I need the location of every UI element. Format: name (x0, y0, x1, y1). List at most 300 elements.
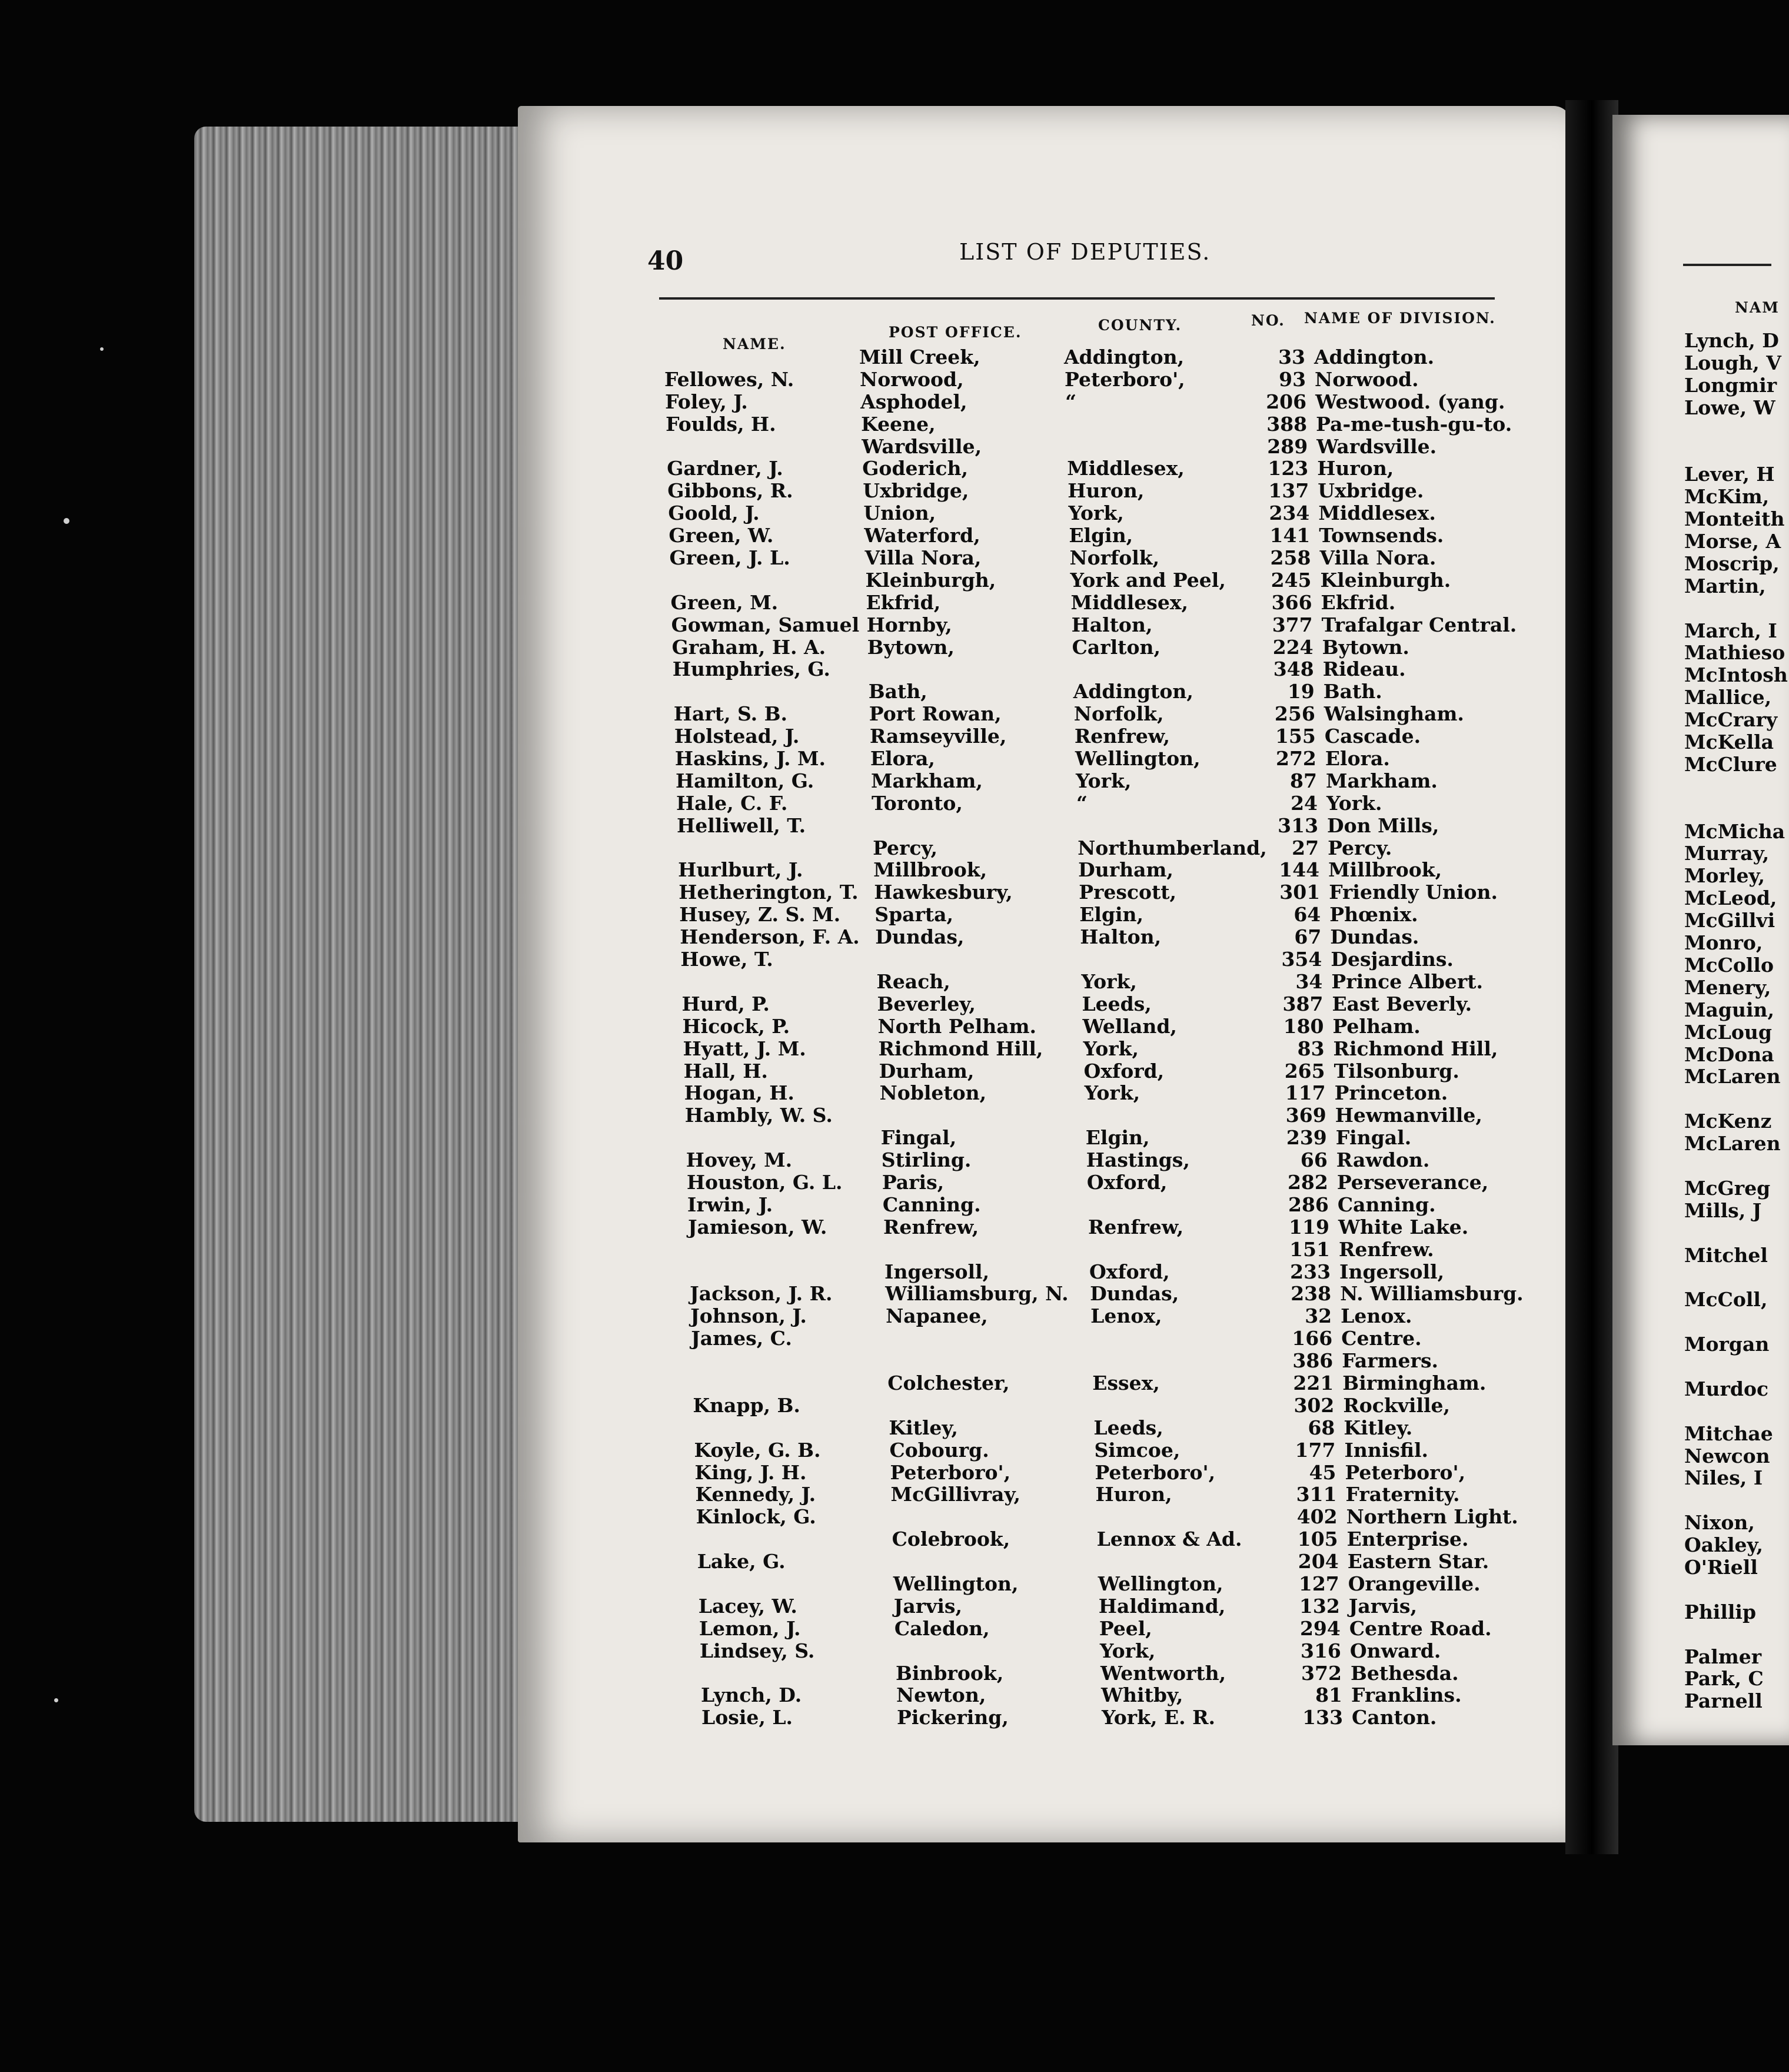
name-cell: Koyle, G. B. (694, 1438, 821, 1462)
right-page-name-line: Menery, (1684, 975, 1771, 999)
division-name-cell: Centre Road. (1349, 1616, 1492, 1640)
table-row (683, 1238, 1530, 1261)
page-title: LIST OF DEPUTIES. (959, 239, 1211, 265)
running-head (647, 239, 1489, 281)
right-page-name-line: Mitchae (1684, 1422, 1773, 1445)
county-cell: Haldimand, (1098, 1594, 1226, 1618)
division-name-cell: Enterprise. (1346, 1528, 1469, 1551)
right-page-name-line: Park, C (1684, 1667, 1764, 1691)
division-number-cell: 19 (1287, 680, 1315, 703)
name-cell: Humphries, G. (672, 658, 830, 681)
right-page-name-line: Mathieso (1684, 641, 1785, 665)
table-row (673, 904, 1521, 926)
right-page-name-line: McGreg (1684, 1176, 1771, 1200)
post-office-cell: Norwood, (860, 367, 964, 391)
table-row (689, 1462, 1537, 1484)
post-office-cell: Colebrook, (892, 1528, 1010, 1551)
division-number-cell: 119 (1289, 1215, 1329, 1238)
county-cell: Norfolk, (1073, 702, 1164, 726)
name-cell: Hovey, M. (686, 1148, 793, 1172)
table-row (685, 1327, 1532, 1350)
table-row (683, 1261, 1531, 1283)
right-page-name-line: McGillvi (1684, 909, 1775, 932)
post-office-cell: Caledon, (894, 1616, 990, 1640)
table-row (664, 569, 1512, 592)
table-row (694, 1640, 1541, 1662)
post-office-cell: Ekfrid, (866, 590, 941, 614)
col-header-post-office: POST OFFICE. (889, 324, 1022, 341)
name-cell: Helliwell, T. (677, 813, 806, 837)
post-office-cell: Fingal, (880, 1126, 957, 1150)
right-page-name-line: Maguin, (1684, 998, 1774, 1021)
right-page-name-line (1684, 1311, 1773, 1333)
table-row (681, 1194, 1529, 1216)
table-row (662, 502, 1509, 524)
division-name-cell: Jarvis, (1348, 1594, 1417, 1618)
division-name-cell: Millbrook, (1328, 858, 1442, 882)
division-name-cell: Norwood. (1315, 367, 1419, 391)
division-name-cell: Middlesex. (1318, 502, 1436, 525)
right-page-name-line: Parnell (1684, 1689, 1763, 1713)
division-name-cell: Percy. (1328, 836, 1392, 859)
division-name-cell: Phœnix. (1329, 903, 1418, 927)
table-row (669, 748, 1517, 770)
table-row (674, 926, 1521, 948)
post-office-cell: Canning. (882, 1193, 981, 1216)
table-row (679, 1082, 1526, 1104)
county-cell: Northumberland, (1078, 836, 1267, 859)
division-name-cell: Cascade. (1324, 725, 1421, 748)
post-office-cell: Ramseyville, (869, 725, 1007, 748)
division-name-cell: Pa-me-tush-gu-to. (1316, 412, 1512, 436)
county-cell: Renfrew, (1074, 725, 1171, 748)
division-number-cell: 234 (1269, 502, 1310, 525)
right-page-name-line: Lynch, D (1684, 329, 1779, 352)
name-cell: Jackson, J. R. (690, 1282, 833, 1306)
name-cell: Fellowes, N. (664, 367, 794, 391)
right-page-name-line (1684, 1088, 1773, 1110)
post-office-cell: Paris, (882, 1170, 945, 1194)
right-page-name-line: Phillip (1684, 1600, 1757, 1623)
county-cell: Peel, (1099, 1616, 1152, 1640)
division-name-cell: Dundas. (1330, 925, 1419, 949)
col-header-county: COUNTY. (1098, 317, 1182, 334)
table-row (690, 1506, 1538, 1528)
name-cell: Foley, J. (665, 390, 748, 413)
division-name-cell: Fraternity. (1345, 1483, 1460, 1506)
county-cell: Elgin, (1069, 524, 1133, 547)
page-number: 40 (647, 246, 684, 276)
name-cell: Husey, Z. S. M. (679, 903, 841, 927)
right-page-name-line (1684, 1266, 1773, 1289)
right-page-name-line: Murdoc (1684, 1377, 1769, 1400)
name-cell: Hetherington, T. (679, 881, 859, 904)
county-cell: York, (1075, 769, 1132, 792)
name-cell: Goold, J. (668, 502, 760, 525)
table-row (691, 1528, 1538, 1550)
post-office-cell: North Pelham. (877, 1014, 1037, 1038)
county-cell: Lenox, (1090, 1304, 1162, 1328)
division-number-cell: 282 (1287, 1170, 1328, 1194)
division-number-cell: 366 (1271, 590, 1312, 614)
county-cell: Halton, (1080, 925, 1162, 949)
division-number-cell: 354 (1281, 948, 1322, 971)
name-cell: James, C. (691, 1327, 792, 1350)
division-number-cell: 87 (1290, 769, 1317, 792)
post-office-cell: Napanee, (886, 1304, 988, 1328)
name-cell: Irwin, J. (687, 1193, 773, 1216)
name-cell: Hambly, W. S. (684, 1104, 833, 1127)
right-page-name-line (1684, 1489, 1773, 1512)
division-number-cell: 286 (1288, 1193, 1329, 1216)
division-number-cell: 64 (1293, 903, 1321, 927)
division-number-cell: 372 (1301, 1661, 1342, 1685)
table-row (678, 1060, 1525, 1083)
county-cell: Simcoe, (1094, 1438, 1181, 1462)
table-row (659, 391, 1507, 413)
post-office-cell: Asphodel, (860, 390, 967, 413)
post-office-cell: Dundas, (875, 925, 965, 949)
post-office-cell: Beverley, (877, 992, 976, 1015)
table-row (658, 346, 1505, 368)
division-name-cell: Pelham. (1332, 1014, 1421, 1038)
division-name-cell: Hewmanville, (1335, 1104, 1482, 1127)
right-page-name-line: McLaren (1684, 1065, 1781, 1088)
division-name-cell: Fingal. (1335, 1126, 1412, 1150)
division-number-cell: 123 (1268, 457, 1309, 480)
table-row (666, 636, 1514, 659)
name-cell: Kennedy, J. (695, 1483, 816, 1506)
name-cell: Green, J. L. (669, 546, 790, 570)
right-page-name-line: Lever, H (1684, 463, 1775, 486)
right-page-name-line: McMicha (1684, 819, 1785, 843)
division-number-cell: 233 (1290, 1260, 1331, 1283)
county-cell: York and Peel, (1070, 568, 1226, 592)
right-page-names (1684, 329, 1788, 1713)
table-row (665, 592, 1512, 614)
name-cell: Gardner, J. (667, 457, 783, 480)
table-row (684, 1283, 1531, 1305)
division-name-cell: Rawdon. (1336, 1148, 1430, 1172)
right-page-name-line (1684, 1579, 1773, 1601)
division-number-cell: 45 (1309, 1460, 1336, 1484)
name-cell: Lake, G. (697, 1550, 786, 1573)
right-page-name-line: Newcon (1684, 1444, 1770, 1467)
county-cell: York, (1083, 1037, 1139, 1060)
right-page-name-line: Longmir (1684, 373, 1777, 397)
post-office-cell: Goderich, (862, 457, 969, 480)
county-cell: Addington, (1064, 346, 1185, 368)
division-number-cell: 402 (1296, 1505, 1338, 1529)
post-office-cell: Williamsburg, N. (885, 1282, 1069, 1306)
name-cell: Hyatt, J. M. (683, 1037, 806, 1060)
right-page-name-line (1684, 597, 1773, 620)
division-name-cell: Wardsville. (1316, 434, 1437, 458)
division-number-cell: 272 (1276, 747, 1316, 771)
post-office-cell: Hawkesbury, (874, 881, 1013, 904)
name-cell: Howe, T. (680, 948, 773, 971)
division-name-cell: Princeton. (1334, 1081, 1448, 1105)
post-office-cell: McGillivray, (890, 1483, 1020, 1506)
right-page-name-line: Monteith (1684, 507, 1785, 531)
post-office-cell: Pickering, (897, 1706, 1009, 1729)
county-cell: Leeds, (1093, 1416, 1163, 1439)
right-page-name-line: O'Riell (1684, 1555, 1758, 1579)
division-number-cell: 144 (1279, 858, 1320, 882)
division-name-cell: Rideau. (1322, 658, 1406, 681)
right-page-name-line: Nixon, (1684, 1511, 1755, 1535)
division-name-cell: Renfrew. (1339, 1237, 1434, 1261)
post-office-cell: Wardsville, (862, 434, 982, 458)
table-row (660, 436, 1508, 458)
table-row (686, 1372, 1534, 1394)
division-name-cell: Bytown. (1322, 635, 1409, 659)
table-row (688, 1439, 1535, 1462)
division-number-cell: 81 (1315, 1684, 1342, 1707)
right-page-rule (1683, 264, 1771, 266)
table-row (684, 1305, 1532, 1327)
right-page-name-line: McDona (1684, 1042, 1774, 1066)
name-cell: Foulds, H. (666, 412, 776, 436)
division-number-cell: 66 (1300, 1148, 1328, 1172)
right-page-name-line: Murray, (1684, 842, 1770, 865)
col-header-name: NAME. (723, 336, 786, 353)
table-row (666, 613, 1517, 636)
table-row (693, 1595, 1540, 1618)
post-office-cell: Percy, (873, 836, 938, 859)
county-cell: Middlesex, (1070, 590, 1189, 614)
col-header-no: NO. (1251, 312, 1285, 329)
table-row (677, 1038, 1525, 1060)
division-number-cell: 387 (1282, 992, 1324, 1015)
right-page-name-line: Mallice, (1684, 686, 1772, 709)
division-number-cell: 348 (1273, 658, 1314, 681)
name-cell: Kinlock, G. (696, 1505, 816, 1529)
right-page-name-line: March, I (1684, 619, 1777, 642)
table-row (669, 725, 1516, 748)
division-name-cell: Franklins. (1351, 1684, 1462, 1707)
division-name-cell: Desjardins. (1331, 948, 1454, 971)
right-page-name-line: Lough, V (1684, 351, 1781, 374)
table-row (668, 703, 1515, 725)
division-number-cell: 27 (1292, 836, 1319, 859)
county-cell: Peterboro', (1095, 1460, 1216, 1484)
name-cell: Hicock, P. (682, 1014, 790, 1038)
division-name-cell: Orangeville. (1348, 1572, 1481, 1595)
division-number-cell: 83 (1297, 1037, 1325, 1060)
post-office-cell: Elora, (870, 747, 935, 771)
division-name-cell: Bath. (1323, 680, 1382, 703)
right-page-header: NAM (1735, 299, 1780, 316)
division-name-cell: White Lake. (1338, 1215, 1469, 1238)
division-name-cell: Tilsonburg. (1334, 1059, 1459, 1083)
division-name-cell: Don Mills, (1327, 813, 1439, 837)
name-cell: Lynch, D. (701, 1684, 802, 1707)
county-cell: Huron, (1095, 1483, 1172, 1506)
right-page-name-line: Morley, (1684, 864, 1765, 888)
division-number-cell: 177 (1295, 1438, 1336, 1462)
division-number-cell: 105 (1297, 1528, 1338, 1551)
name-cell: Gowman, Samuel (671, 613, 860, 636)
post-office-cell: Reach, (876, 969, 950, 993)
county-cell: Oxford, (1089, 1260, 1170, 1283)
post-office-cell: Bath, (868, 680, 927, 703)
county-cell: Essex, (1092, 1371, 1160, 1394)
division-number-cell: 294 (1299, 1616, 1341, 1640)
division-number-cell: 137 (1268, 479, 1309, 503)
name-cell: Jamieson, W. (687, 1215, 827, 1238)
name-cell: Green, M. (670, 590, 779, 614)
post-office-cell: Union, (863, 502, 936, 525)
division-name-cell: Trafalgar Central. (1321, 613, 1517, 636)
name-cell: King, J. H. (694, 1460, 807, 1484)
county-cell: Oxford, (1083, 1059, 1165, 1083)
county-cell: “ (1076, 791, 1088, 815)
division-name-cell: Ekfrid. (1321, 590, 1396, 614)
right-page-name-line: Martin, (1684, 574, 1766, 597)
division-number-cell: 117 (1285, 1081, 1326, 1105)
division-name-cell: Rockville, (1343, 1393, 1451, 1417)
table-row (660, 412, 1512, 436)
county-cell: Peterboro', (1065, 367, 1185, 391)
post-office-cell: Waterford, (864, 524, 980, 547)
table-row (671, 815, 1518, 837)
division-name-cell: East Beverly. (1332, 992, 1472, 1015)
post-office-cell: Uxbridge, (863, 479, 969, 503)
division-number-cell: 224 (1272, 635, 1314, 659)
table-row (671, 837, 1519, 859)
table-row (691, 1550, 1539, 1573)
division-number-cell: 67 (1294, 925, 1322, 949)
right-page-name-line: Mills, J (1684, 1198, 1762, 1222)
division-number-cell: 24 (1291, 791, 1318, 815)
deputies-table (658, 346, 1524, 1729)
right-page-name-line (1684, 776, 1773, 798)
name-cell: Hamilton, G. (675, 769, 814, 792)
book-page-edges (194, 127, 547, 1822)
division-name-cell: Friendly Union. (1329, 881, 1498, 904)
name-cell: Hall, H. (683, 1059, 768, 1083)
division-name-cell: Centre. (1341, 1327, 1422, 1350)
division-number-cell: 155 (1275, 725, 1316, 748)
name-cell: Green, W. (669, 524, 774, 547)
name-cell: Lacey, W. (698, 1594, 797, 1618)
right-page-name-line: Mitchel (1684, 1243, 1768, 1267)
dust-speck (54, 1698, 58, 1702)
name-cell: Johnson, J. (690, 1304, 807, 1328)
county-cell: Wentworth, (1100, 1661, 1226, 1685)
name-cell: Gibbons, R. (667, 479, 793, 503)
county-cell: Elgin, (1079, 903, 1144, 927)
post-office-cell: Peterboro', (890, 1460, 1011, 1484)
post-office-cell: Colchester, (887, 1371, 1010, 1394)
post-office-cell: Keene, (861, 412, 936, 436)
right-page-name-line: McIntosh (1684, 663, 1788, 687)
county-cell: York, E. R. (1102, 1706, 1216, 1729)
table-row (690, 1483, 1537, 1506)
county-cell: Leeds, (1082, 992, 1152, 1015)
post-office-cell: Toronto, (872, 791, 963, 815)
county-cell: York, (1081, 969, 1137, 993)
table-row (682, 1216, 1529, 1238)
post-office-cell: Mill Creek, (859, 346, 980, 368)
county-cell: Addington, (1073, 680, 1193, 703)
division-number-cell: 301 (1279, 881, 1321, 904)
post-office-cell: Nobleton, (879, 1081, 987, 1105)
division-number-cell: 239 (1286, 1126, 1327, 1150)
right-page-name-line: McColl, (1684, 1288, 1768, 1311)
name-cell: Hart, S. B. (673, 702, 787, 726)
right-page-name-line: Morse, A (1684, 530, 1781, 553)
post-office-cell: Richmond Hill, (878, 1037, 1043, 1060)
name-cell: Henderson, F. A. (680, 925, 860, 949)
post-office-cell: Kitley, (889, 1416, 958, 1439)
table-row (661, 480, 1509, 502)
division-name-cell: Prince Albert. (1331, 969, 1484, 993)
division-number-cell: 311 (1296, 1483, 1337, 1506)
post-office-cell: Renfrew, (883, 1215, 979, 1238)
division-name-cell: Onward. (1349, 1639, 1441, 1662)
post-office-cell: Millbrook, (873, 858, 987, 882)
division-number-cell: 313 (1278, 813, 1319, 837)
county-cell: Norfolk, (1069, 546, 1160, 570)
division-name-cell: Elora. (1325, 747, 1390, 771)
division-name-cell: Northern Light. (1346, 1505, 1518, 1529)
table-row (696, 1706, 1543, 1729)
division-name-cell: Innisfil. (1344, 1438, 1428, 1462)
name-cell: Lemon, J. (699, 1616, 801, 1640)
division-number-cell: 166 (1292, 1327, 1333, 1350)
division-name-cell: Birmingham. (1342, 1371, 1487, 1394)
county-cell: Hastings, (1086, 1148, 1190, 1172)
right-page-name-line: Monro, (1684, 931, 1763, 955)
division-number-cell: 133 (1302, 1706, 1344, 1729)
division-number-cell: 180 (1283, 1014, 1324, 1038)
division-number-cell: 386 (1292, 1349, 1334, 1373)
post-office-cell: Sparta, (874, 903, 954, 927)
county-cell: Welland, (1082, 1014, 1177, 1038)
division-number-cell: 256 (1274, 702, 1315, 726)
division-number-cell: 141 (1269, 524, 1311, 547)
county-cell: Middlesex, (1067, 457, 1185, 480)
name-cell: Hurd, P. (681, 992, 770, 1015)
division-name-cell: Uxbridge. (1318, 479, 1424, 503)
right-page-name-line (1684, 441, 1773, 463)
county-cell: Elgin, (1085, 1126, 1150, 1150)
table-row (695, 1684, 1542, 1706)
right-page-name-line: McKim, (1684, 485, 1770, 509)
table-row (694, 1662, 1542, 1685)
division-name-cell: Farmers. (1342, 1349, 1439, 1373)
county-cell: York, (1068, 502, 1124, 525)
division-name-cell: Canton. (1352, 1706, 1437, 1729)
right-page-name-line: McLaren (1684, 1132, 1781, 1155)
name-cell: Knapp, B. (693, 1393, 800, 1417)
division-name-cell: Addington. (1314, 346, 1435, 368)
division-number-cell: 289 (1267, 434, 1308, 458)
table-row (661, 457, 1508, 480)
division-number-cell: 245 (1271, 568, 1312, 592)
division-number-cell: 127 (1298, 1572, 1339, 1595)
post-office-cell: Hornby, (866, 613, 952, 636)
division-name-cell: Canning. (1337, 1193, 1436, 1216)
county-cell: Whitby, (1101, 1684, 1183, 1707)
right-page-name-line: McCollo (1684, 953, 1774, 977)
county-cell: Renfrew, (1088, 1215, 1184, 1238)
name-cell: Lindsey, S. (699, 1639, 815, 1662)
county-cell: Halton, (1071, 613, 1153, 636)
county-cell: Wellington, (1075, 747, 1201, 771)
